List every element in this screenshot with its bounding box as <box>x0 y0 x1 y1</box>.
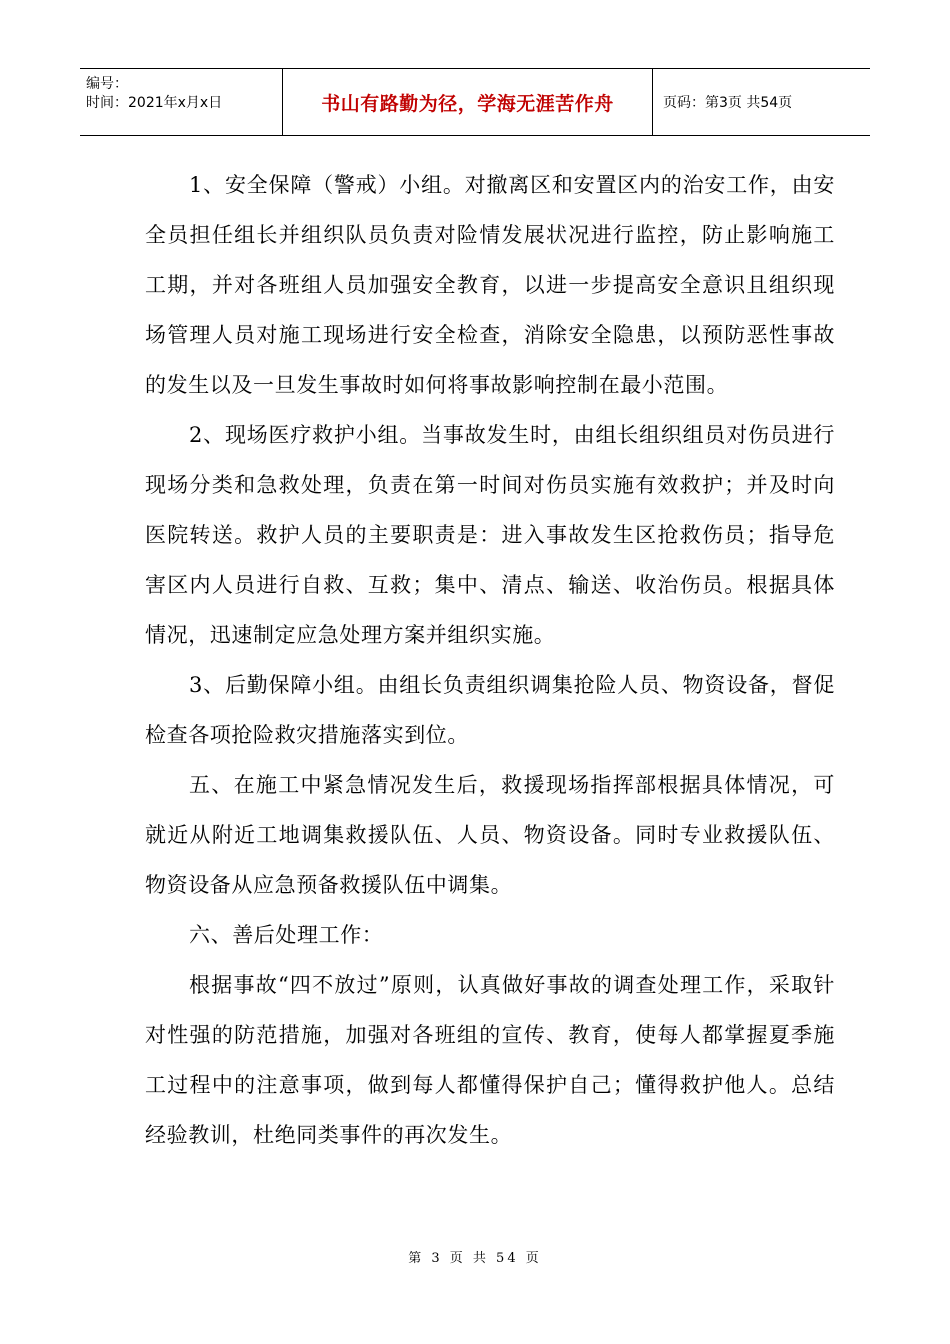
paragraph: 3、后勤保障小组。由组长负责组织调集抢险人员、物资设备，督促检查各项抢险救灾措施落实到位。 <box>145 673 835 747</box>
document-body <box>145 160 835 1160</box>
header-page-info: 页码：第3页 共54页 <box>663 95 793 111</box>
section-heading: 六、善后处理工作： <box>189 923 384 947</box>
page-header <box>80 68 870 136</box>
paragraph: 1、安全保障（警戒）小组。对撤离区和安置区内的治安工作，由安全员担任组长并组织队员负责对险情发展状况进行监控，防止影响施工工期，并对各班组人员加强安全教育，以进一步提高安全意识且组织现场管理人员对施工现场进行安全检查，消除安全隐患，以预防恶性事故的发生以及一旦发生事故时如何将事故影响控制在最小范围。 <box>145 173 835 397</box>
paragraph: 根据事故“四不放过”原则，认真做好事故的调查处理工作，采取针对性强的防范措施，加强对各班组的宣传、教育，使每人都掌握夏季施工过程中的注意事项，做到每人都懂得保护自己；懂得救护他人。总结经验教训，杜绝同类事件的再次发生。 <box>145 973 835 1147</box>
document-date: 时间：2021年x月x日 <box>86 95 223 111</box>
header-motto: 书山有路勤为径，学海无涯苦作舟 <box>283 69 653 135</box>
document-code: 编号： <box>86 76 128 92</box>
header-meta <box>80 69 283 135</box>
page-footer: 第 3 页 共 54 页 <box>408 1251 542 1266</box>
paragraph: 五、在施工中紧急情况发生后，救援现场指挥部根据具体情况，可就近从附近工地调集救援队伍、人员、物资设备。同时专业救援队伍、物资设备从应急预备救援队伍中调集。 <box>145 773 835 897</box>
paragraph: 2、现场医疗救护小组。当事故发生时，由组长组织组员对伤员进行现场分类和急救处理，负责在第一时间对伤员实施有效救护；并及时向医院转送。救护人员的主要职责是：进入事故发生区抢救伤员；指导危害区内人员进行自救、互救；集中、清点、输送、收治伤员。根据具体情况，迅速制定应急处理方案并组织实施。 <box>145 423 835 647</box>
